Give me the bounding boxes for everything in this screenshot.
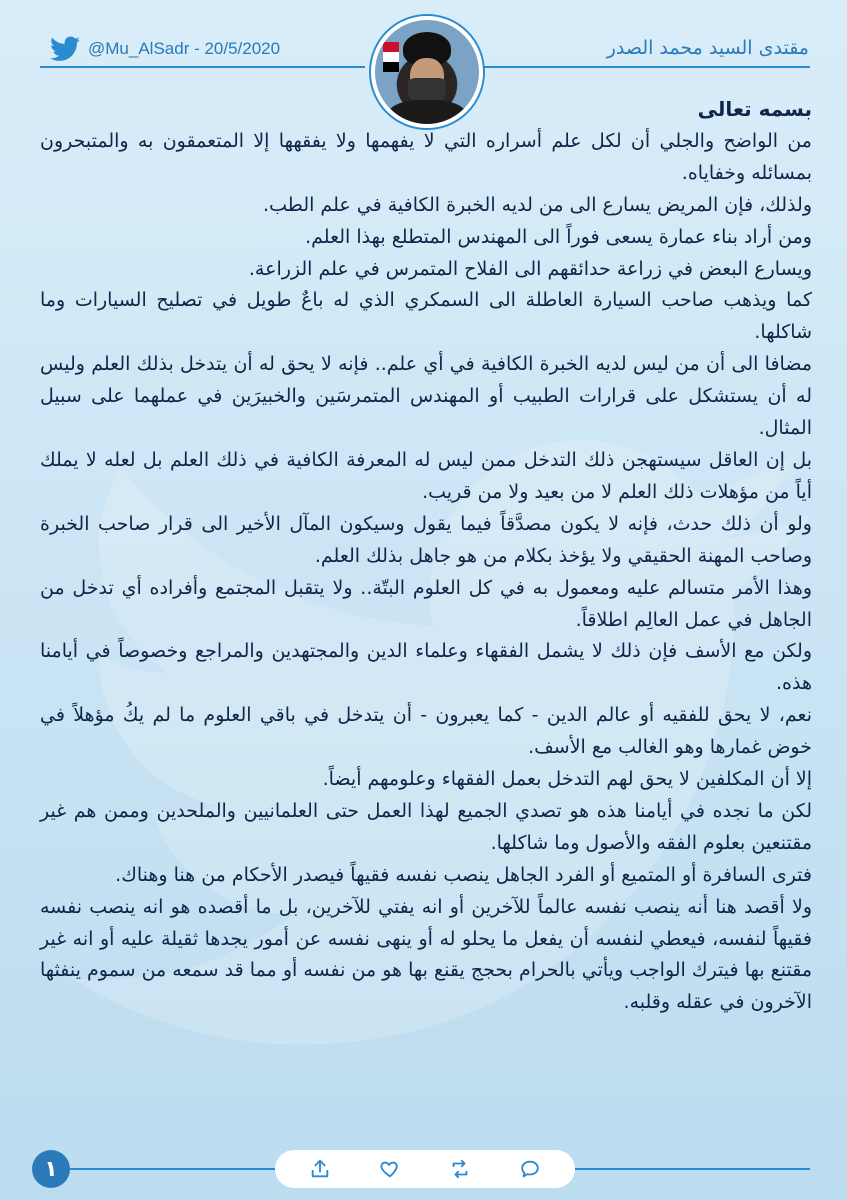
like-heart-icon[interactable] [379,1158,401,1180]
footer-divider-right [575,1168,810,1170]
tweet-footer [0,1130,847,1200]
header-divider-left [40,66,365,68]
handle-group[interactable] [50,36,280,62]
body-heading: بسمه تعالى [697,97,812,121]
footer-divider-left [70,1168,275,1170]
paragraph: نعم، لا يحق للفقيه أو عالم الدين - كما يعبرون - أن يتدخل في باقي العلوم ما لم يكُ مؤهلاً في خوض غمارها وهو الغالب مع الأسف. [40,704,812,759]
paragraph: وهذا الأمر متسالم عليه ومعمول به في كل العلوم البتّة.. ولا يتقبل المجتمع وأفراده أي تدخل من الجاهل في عمل العالِم اطلاقاً. [40,576,812,631]
handle-date-text: @Mu_AlSadr - 20/5/2020 [88,39,281,58]
author-name: مقتدى السيد محمد الصدر [606,37,809,59]
paragraph: ولا أقصد هنا أنه ينصب نفسه عالماً للآخرين أو انه يفتي للآخرين، بل ما أقصده هو انه ينصب نفسه فقيهاً لنفسه، فيعطي لنفسه أن يفعل ما يحلو له أو ينهى نفسه عن أمور يجدها ثقيلة عليه أو انه غير مقتنع بها فيترك الواجب ويأتي بالحرام بحجج يقنع بها هو من نفسه أو مما قد سمعه من سموم ينفثها الآخرون في عقله وقلبه. [40,895,812,1014]
paragraph: مضافا الى أن من ليس لديه الخبرة الكافية في أي علم.. فإنه لا يحق له أن يتدخل بذلك العلم وليس له أن يستشكل على قرارات الطبيب أو المهندس المتمرسَين والخبيرَين في عملهما على سبيل المثال. [40,353,812,440]
paragraph: إلا أن المكلفين لا يحق لهم التدخل بعمل الفقهاء وعلومهم أيضاً. [322,768,812,791]
paragraph: من الواضح والجلي أن لكل علم أسراره التي لا يفهمها ولا يفقهها إلا المتعمقون به والمتبحرون بمسائله وخفاياه. [40,129,812,184]
tweet-body [40,94,812,1019]
paragraph: فترى السافرة أو المتميع أو الفرد الجاهل ينصب نفسه فقيهاً فيصدر الأحكام من هنا وهناك. [115,863,812,886]
paragraph: ولو أن ذلك حدث، فإنه لا يكون مصدَّقاً فيما يقول وسيكون المآل الأخير الى قرار صاحب الخبرة وصاحب المهنة الحقيقي ولا يؤخذ بكلام من هو جاهل بذلك العلم. [40,512,812,567]
page-number-badge: ١ [32,1150,70,1188]
header-divider-right [480,66,810,68]
reply-icon[interactable] [519,1158,541,1180]
iraq-flag-icon [383,42,399,72]
paragraph: ومن أراد بناء عمارة يسعى فوراً الى المهندس المتطلع بهذا العلم. [305,225,812,248]
retweet-icon[interactable] [449,1158,471,1180]
action-bar [275,1150,575,1188]
paragraph: لكن ما نجده في أيامنا هذه هو تصدي الجميع لهذا العمل حتى العلمانيين والملحدين وممن هم غير مقتنعين بعلوم الفقه والأصول وما شاكلها. [40,799,812,854]
paragraph: كما ويذهب صاحب السيارة العاطلة الى السمكري الذي له باعٌ طويل في تصليح السيارات وما شاكلها. [40,289,812,344]
twitter-bird-icon [50,36,80,62]
paragraph: ويسارع البعض في زراعة حدائقهم الى الفلاح المتمرس في علم الزراعة. [248,257,812,280]
paragraph: ولذلك، فإن المريض يسارع الى من لديه الخبرة الكافية في علم الطب. [263,193,812,216]
share-icon[interactable] [309,1158,331,1180]
paragraph: بل إن العاقل سيستهجن ذلك التدخل ممن ليس له المعرفة الكافية في ذلك العلم بل لعله لا يملك أياً من مؤهلات ذلك العلم لا من بعيد ولا من قريب. [40,448,812,503]
paragraph: ولكن مع الأسف فإن ذلك لا يشمل الفقهاء وعلماء الدين والمجتهدين والمراجع وخصوصاً في أيامنا هذه. [40,640,812,695]
